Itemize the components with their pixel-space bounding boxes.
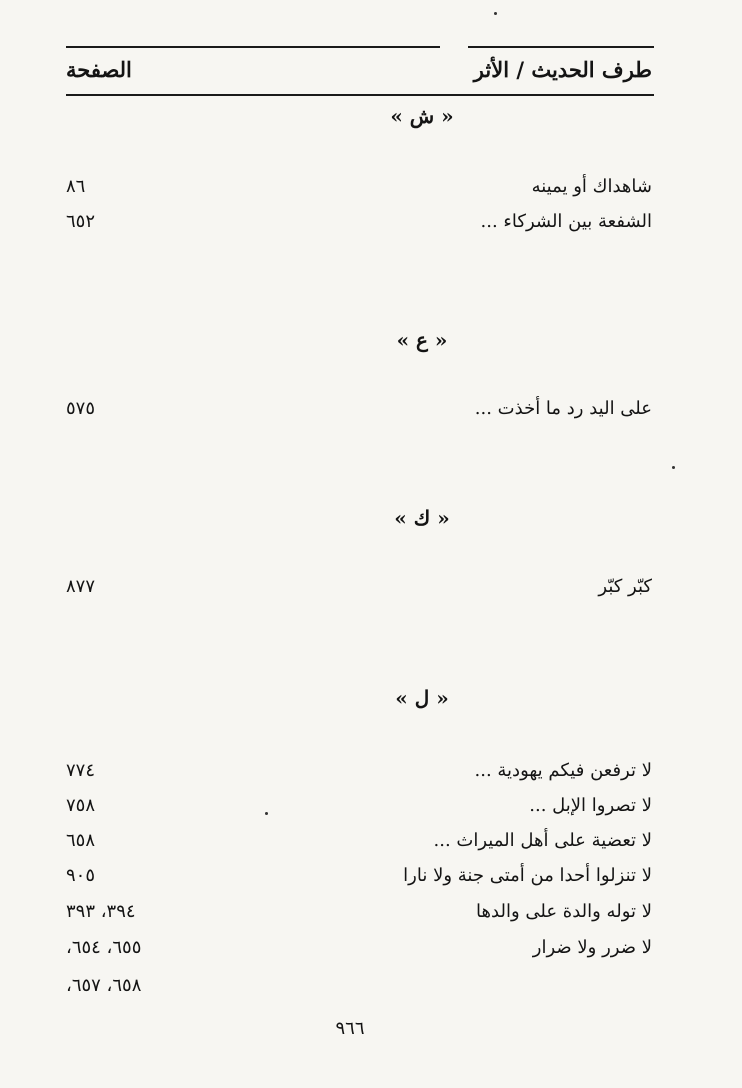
list-item — [60, 211, 652, 241]
speck-top — [494, 12, 497, 15]
entry-page: ٨٧٧ — [66, 576, 96, 597]
entry-text: الشفعة بين الشركاء ... — [480, 211, 652, 232]
entry-page: ٨٦ — [66, 176, 86, 197]
entry-text: لا تعضية على أهل الميراث ... — [433, 830, 652, 851]
entry-page: ٦٥٨ — [66, 830, 96, 851]
entry-page: ٧٥٨ — [66, 795, 96, 816]
entry-text: لا ضرر ولا ضرار — [532, 937, 652, 958]
entry-text: كبّر كبّر — [598, 576, 652, 597]
list-item — [60, 865, 652, 895]
section-heading: « ل » — [395, 686, 449, 710]
section-heading: « ع » — [396, 328, 448, 352]
list-item — [60, 576, 652, 606]
section-heading: « ش » — [390, 104, 454, 128]
speck-mid — [672, 466, 675, 469]
entry-text: لا تصروا الإبل ... — [529, 795, 652, 816]
entry-text: لا تنزلوا أحدا من أمتى جنة ولا نارا — [403, 865, 652, 886]
list-item — [60, 176, 652, 206]
list-item — [60, 937, 652, 967]
header-rule-right — [468, 46, 654, 48]
list-item — [60, 795, 652, 825]
entry-page: ٦٥٨، ٦٥٧، — [66, 975, 142, 996]
entry-page: ٣٩٤، ٣٩٣ — [66, 901, 136, 922]
column-label-page: الصفحة — [66, 57, 132, 82]
entry-page: ٦٥٢ — [66, 211, 96, 232]
list-item — [60, 830, 652, 860]
list-item — [60, 398, 652, 428]
list-item-continuation — [60, 975, 652, 1005]
header-rule-left — [66, 46, 440, 48]
entry-text: على اليد رد ما أخذت ... — [474, 398, 652, 419]
page-number: ٩٦٦ — [335, 1018, 365, 1039]
entry-page: ٧٧٤ — [66, 760, 96, 781]
section-heading: « ك » — [394, 506, 450, 530]
column-label-hadith: طرف الحديث / الأثر — [473, 57, 652, 82]
entry-page: ٦٥٥، ٦٥٤، — [66, 937, 142, 958]
entry-text: لا توله والدة على والدها — [476, 901, 652, 922]
entry-text: لا ترفعن فيكم يهودية ... — [474, 760, 652, 781]
entry-page: ٩٠٥ — [66, 865, 96, 886]
entry-page: ٥٧٥ — [66, 398, 96, 419]
list-item — [60, 760, 652, 790]
list-item — [60, 901, 652, 931]
entry-text: شاهداك أو يمينه — [531, 176, 652, 197]
header-rule-bottom — [66, 94, 654, 96]
